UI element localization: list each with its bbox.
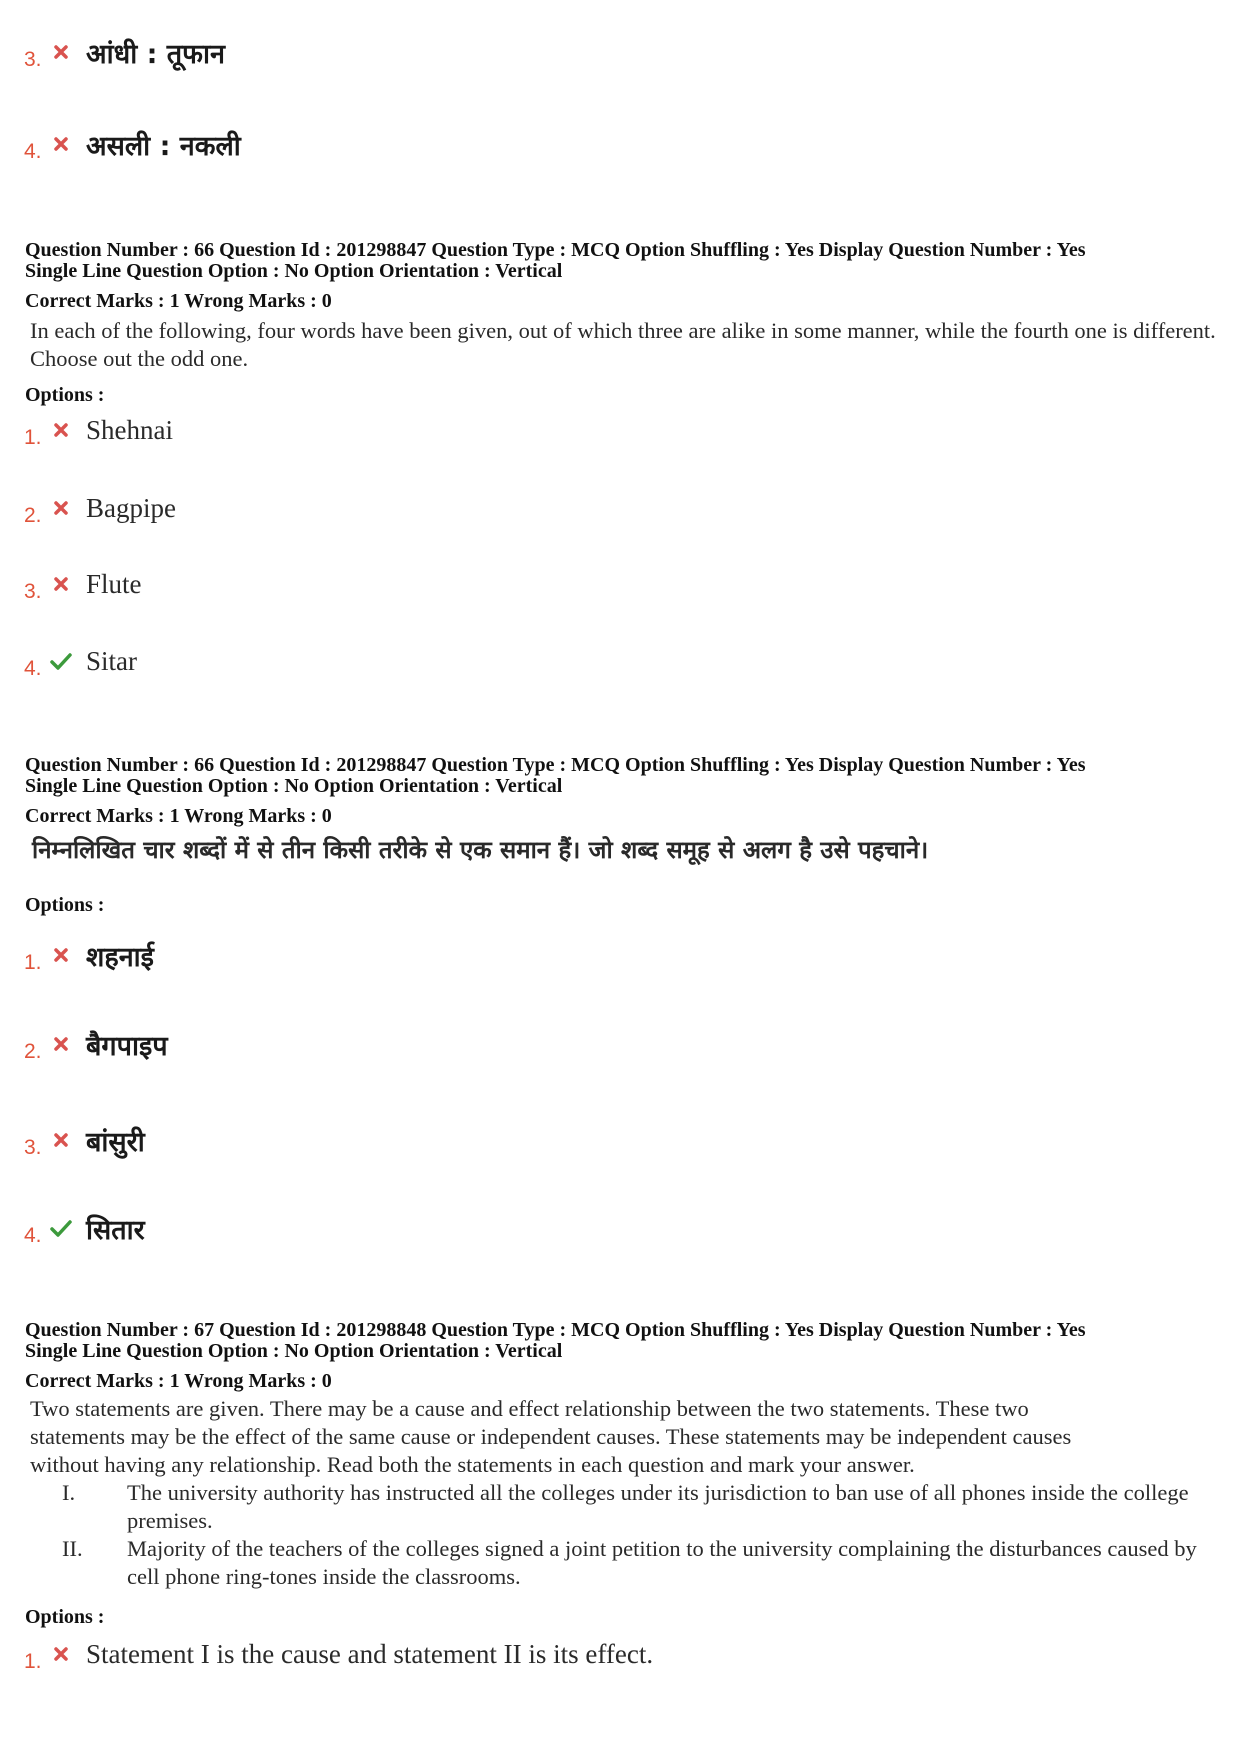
option-text: बांसुरी [86,1126,145,1158]
option-number: 3. [24,48,42,71]
option-number: 2. [24,504,42,527]
option-text: सितार [86,1214,145,1246]
question-meta-line: Single Line Question Option : No Option Orientation : Vertical [25,260,563,282]
options-label: Options : [25,384,105,406]
option-row[interactable] [24,124,241,164]
options-label: Options : [25,894,105,916]
option-row[interactable] [24,32,225,72]
statement-item [62,1479,1222,1535]
option-row[interactable] [24,1120,145,1160]
question-meta-line: Single Line Question Option : No Option Orientation : Vertical [25,1340,563,1362]
option-text: असली : नकली [86,130,241,162]
option-text: Sitar [86,645,137,676]
cross-icon [50,497,72,519]
cross-icon [50,133,72,155]
option-number: 1. [24,1650,42,1673]
question-text-line: without having any relationship. Read both the statements in each question and mark your answer. [30,1452,915,1477]
option-text: बैगपाइप [86,1030,168,1062]
options-label: Options : [25,1606,105,1628]
question-meta-line: Question Number : 67 Question Id : 201298848 Question Type : MCQ Option Shuffling : Yes Display Question Number : Yes [25,1319,1086,1341]
cross-icon [50,573,72,595]
option-text: आंधी : तूफान [86,38,225,70]
option-row[interactable] [24,1208,145,1248]
cross-icon [50,419,72,441]
question-text-line: Two statements are given. There may be a cause and effect relationship between the two statements. These two [30,1396,1029,1421]
question-text: In each of the following, four words have been given, out of which three are alike in some manner, while the fourth one is different. Choose out the odd one. [30,318,1216,371]
cross-icon [50,41,72,63]
option-row[interactable] [24,488,176,528]
cross-icon [50,1033,72,1055]
option-number: 4. [24,140,42,163]
cross-icon [50,1129,72,1151]
question-meta-line: Question Number : 66 Question Id : 201298847 Question Type : MCQ Option Shuffling : Yes Display Question Number : Yes [25,239,1086,261]
option-row[interactable] [24,641,137,681]
question-text-line: statements may be the effect of the same cause or independent causes. These statements may be independent causes [30,1424,1072,1449]
cross-icon [50,1643,72,1665]
option-row[interactable] [24,1024,168,1064]
check-icon [50,1217,72,1239]
option-row[interactable] [24,935,154,975]
option-row[interactable] [24,410,173,450]
question-marks: Correct Marks : 1 Wrong Marks : 0 [25,290,332,312]
question-meta-line: Question Number : 66 Question Id : 201298847 Question Type : MCQ Option Shuffling : Yes Display Question Number : Yes [25,754,1086,776]
statement-text: The university authority has instructed all the colleges under its jurisdiction to ban use of all phones inside the college premises. [127,1480,1189,1533]
option-number: 4. [24,657,42,680]
statement-numeral: II. [62,1536,83,1561]
option-text: Flute [86,568,142,599]
option-number: 1. [24,426,42,449]
statement-numeral: I. [62,1480,76,1505]
statement-item [62,1535,1222,1591]
option-number: 3. [24,580,42,603]
option-number: 1. [24,951,42,974]
question-text [30,1395,1220,1479]
statement-text: Majority of the teachers of the colleges signed a joint petition to the university complaining the disturbances caused by cell phone ring-tones inside the classrooms. [127,1536,1197,1589]
option-row[interactable] [24,564,142,604]
option-number: 4. [24,1224,42,1247]
option-text: शहनाई [86,941,154,973]
option-row[interactable] [24,1634,653,1674]
question-marks: Correct Marks : 1 Wrong Marks : 0 [25,805,332,827]
option-number: 3. [24,1136,42,1159]
question-meta-line: Single Line Question Option : No Option Orientation : Vertical [25,775,563,797]
option-number: 2. [24,1040,42,1063]
question-text: निम्नलिखित चार शब्दों में से तीन किसी तरीके से एक समान हैं। जो शब्द समूह से अलग है उसे पहचाने। [32,836,929,864]
cross-icon [50,944,72,966]
option-text: Statement I is the cause and statement II is its effect. [86,1638,654,1669]
option-text: Bagpipe [86,492,176,523]
question-marks: Correct Marks : 1 Wrong Marks : 0 [25,1370,332,1392]
check-icon [50,650,72,672]
option-text: Shehnai [86,414,173,445]
